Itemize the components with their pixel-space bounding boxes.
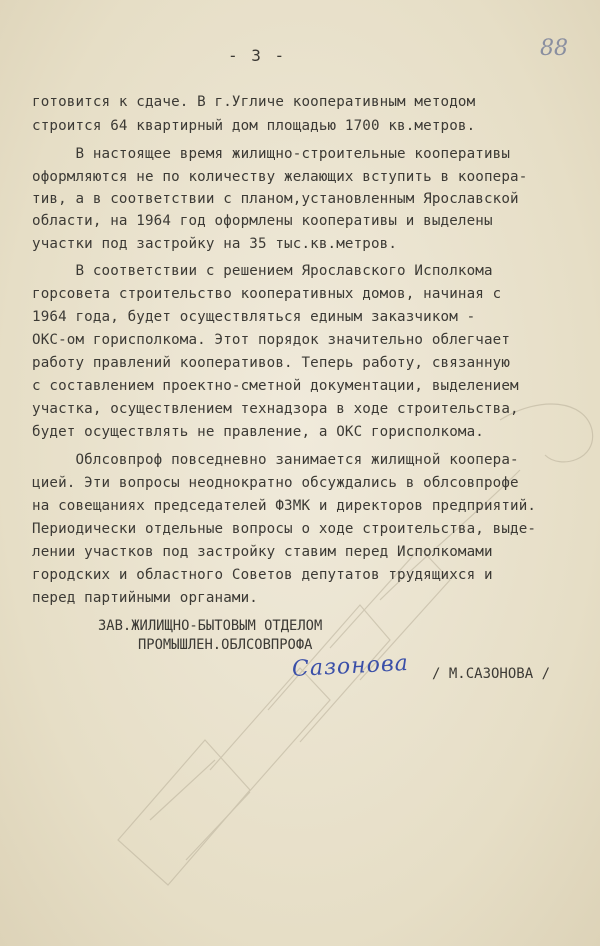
text-line: с составлением проектно-сметной документации, выделением xyxy=(32,378,519,394)
text-line: будет осуществлять не правление, а ОКС горисполкома. xyxy=(32,424,484,440)
signatory-title-line1: ЗАВ.ЖИЛИЩНО-БЫТОВЫМ ОТДЕЛОМ xyxy=(98,618,323,634)
signatory-name: / М.САЗОНОВА / xyxy=(432,666,551,682)
page-number: - 3 - xyxy=(228,46,287,65)
folio-number: 88 xyxy=(540,36,568,61)
text-line: строится 64 квартирный дом площадью 1700 кв.метров. xyxy=(32,118,476,134)
text-line: перед партийными органами. xyxy=(32,590,258,606)
text-line: на совещаниях председателей ФЗМК и директоров предприятий. xyxy=(32,498,537,514)
text-line: городских и областного Советов депутатов трудящихся и xyxy=(32,567,493,583)
text-line: тив, а в соответствии с планом,установленным Ярославской xyxy=(32,191,519,207)
handwritten-signature: Сазонова xyxy=(291,650,410,683)
text-line: участка, осуществлением технадзора в ходе строительства, xyxy=(32,401,519,417)
signatory-title-line2: ПРОМЫШЛЕН.ОБЛСОВПРОФА xyxy=(138,637,313,653)
text-line: ОКС-ом горисполкома. Этот порядок значительно облегчает xyxy=(32,332,511,348)
text-line: оформляются не по количеству желающих вступить в коопера- xyxy=(32,169,528,185)
text-line: работу правлений кооперативов. Теперь работу, связанную xyxy=(32,355,511,371)
text-line: В настоящее время жилищно-строительные кооперативы xyxy=(32,146,511,162)
text-line: горсовета строительство кооперативных домов, начиная с xyxy=(32,286,502,302)
text-line: 1964 года, будет осуществляться единым заказчиком - xyxy=(32,309,476,325)
text-line: участки под застройку на 35 тыс.кв.метров. xyxy=(32,236,398,252)
text-line: области, на 1964 год оформлены кооперативы и выделены xyxy=(32,213,493,229)
text-line: Периодически отдельные вопросы о ходе строительства, выде- xyxy=(32,521,537,537)
text-line: В соответствии с решением Ярославского Исполкома xyxy=(32,263,493,279)
text-line: готовится к сдаче. В г.Угличе кооперативным методом xyxy=(32,94,476,110)
text-line: лении участков под застройку ставим перед Исполкомами xyxy=(32,544,493,560)
text-line: цией. Эти вопросы неоднократно обсуждались в облсовпрофе xyxy=(32,475,519,491)
text-line: Облсовпроф повседневно занимается жилищной коопера- xyxy=(32,452,519,468)
